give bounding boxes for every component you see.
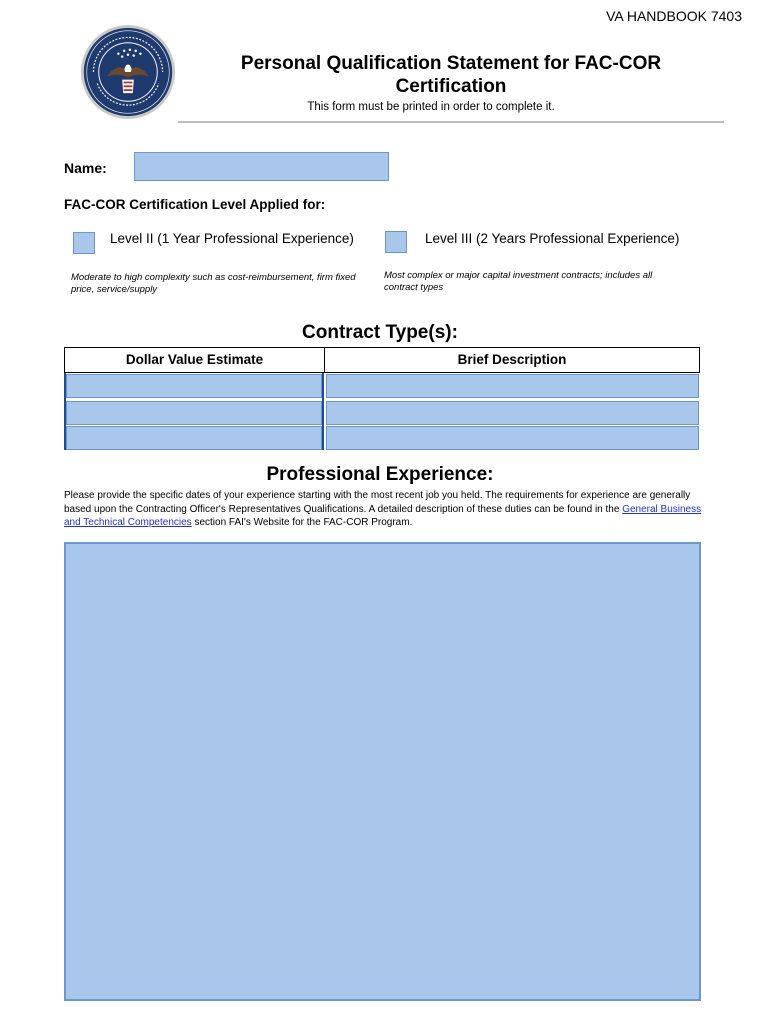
dollar-value-field-2[interactable] (66, 401, 322, 425)
column-header-dollar-value: Dollar Value Estimate (64, 347, 325, 373)
dollar-value-field-3[interactable] (66, 426, 322, 450)
competencies-link[interactable]: General Business and Technical Competencies (64, 503, 702, 528)
name-field[interactable] (134, 152, 389, 181)
form-title (236, 52, 666, 98)
title-divider (178, 121, 724, 123)
handbook-label: VA HANDBOOK 7403 (606, 8, 742, 24)
brief-description-field-1[interactable] (326, 374, 699, 398)
form-subtitle: This form must be printed in order to complete it. (307, 101, 555, 113)
brief-description-field-3[interactable] (326, 426, 699, 450)
contract-types-table (64, 347, 700, 450)
brief-description-field-2[interactable] (326, 401, 699, 425)
title-line-1: Personal Qualification Statement for FAC-COR (240, 53, 662, 74)
table-column-divider (322, 373, 324, 450)
title-line-2: Certification (395, 76, 507, 97)
instructions-text: Please provide the specific dates of your experience starting with the most recent job you held. The requirements for experience are generally based upon the Contracting Officer's Representatives Qualifications. A detailed description of these duties can be found in the (64, 490, 691, 515)
table-left-border (64, 373, 66, 450)
level-2-label: Level II (1 Year Professional Experience) (110, 231, 354, 246)
name-label: Name: (64, 160, 107, 176)
instructions-text-end: section FAI's Website for the FAC-COR Program. (191, 517, 413, 528)
level-2-checkbox[interactable] (73, 232, 95, 254)
level-3-checkbox[interactable] (385, 231, 407, 253)
level-3-description: Most complex or major capital investment contracts; includes all contract types (384, 270, 653, 293)
level-2-description: Moderate to high complexity such as cost-reimbursement, firm fixed price, service/supply (71, 272, 356, 295)
dollar-value-field-1[interactable] (66, 374, 322, 398)
column-header-brief-description: Brief Description (324, 347, 700, 373)
professional-experience-instructions (64, 489, 704, 530)
contract-types-heading: Contract Type(s): (302, 322, 458, 343)
level-3-label: Level III (2 Years Professional Experience) (425, 231, 680, 246)
va-seal-logo (80, 24, 176, 120)
certification-level-heading: FAC-COR Certification Level Applied for: (64, 197, 326, 212)
professional-experience-heading: Professional Experience: (266, 464, 494, 485)
professional-experience-field[interactable] (64, 542, 701, 1001)
